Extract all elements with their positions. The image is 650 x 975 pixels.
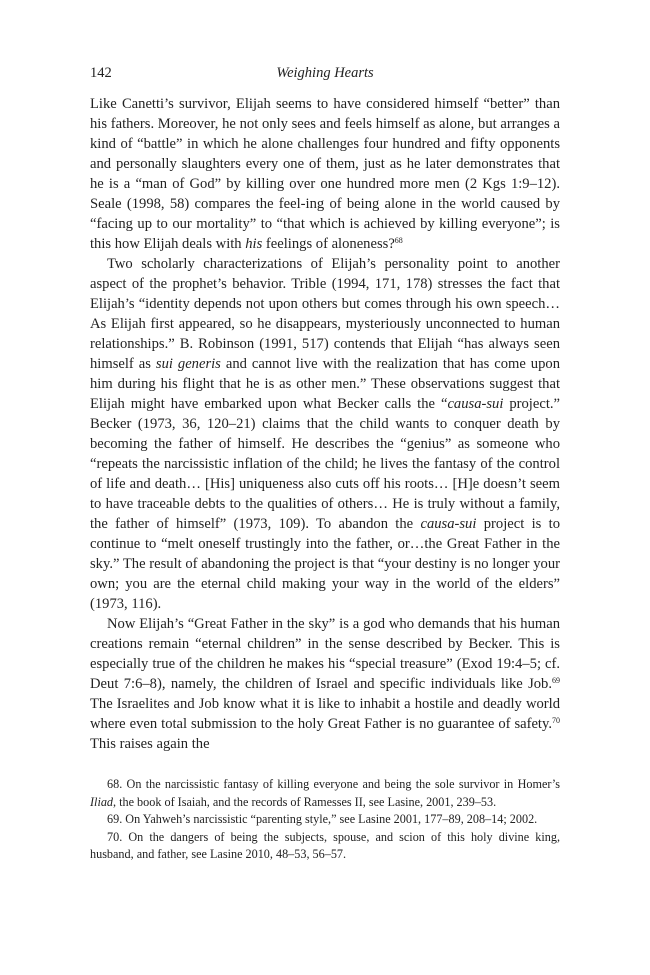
footnote-68-text-1: 68. On the narcissistic fantasy of killing everyone and being the sole survivor in Homer’s <box>107 777 560 791</box>
page-number: 142 <box>90 65 112 81</box>
paragraph-3-text-1: Now Elijah’s “Great Father in the sky” is a god who demands that his human creations remain “eternal children” in the sense described by Becker. This is especially true of the children he makes his “special treasure” (Exod 19:4–5; cf. Deut 7:6–8), namely, the children of Israel and specific individuals like Job. <box>90 616 560 692</box>
note-ref-68: 68 <box>394 236 403 245</box>
paragraph-2-italic-3: causa-sui <box>420 516 477 532</box>
paragraph-2-italic-2: causa-sui <box>447 396 504 412</box>
footnotes <box>90 776 560 864</box>
paragraph-2-italic-1: sui generis <box>155 356 221 372</box>
paragraph-3-text-2: The Israelites and Job know what it is like to inhabit a hostile and deadly world where even total submission to the holy Great Father is no guarantee of safety. <box>90 696 560 732</box>
footnote-70 <box>90 829 560 864</box>
paragraph-2-text-3: project.” Becker (1973, 36, 120–21) claims that the child wants to conquer death by becoming the father of himself. He describes the “genius” as someone who “repeats the narcissistic inflation of the child; he lives the fantasy of the control of life and death… [His] uniqueness also cuts off his roots… [H]e doesn’t seem to have traceable debts to the qualities of others… He is truly without a family, the father of himself” (1973, 109). To abandon the <box>90 396 560 532</box>
footnote-68 <box>90 776 560 811</box>
note-ref-70: 70 <box>552 716 560 725</box>
paragraph-1 <box>90 94 560 254</box>
paragraph-1-text-1: Like Canetti’s survivor, Elijah seems to have considered himself “better” than his fathers. Moreover, he not only sees and feels himself as alone, but arranges a kind of “battle” in which he alone challenges four hundred and fifty opponents and personally slaughters every one of them, just as he later demonstrates that he is a “man of God” by killing over one hundred more men (2 Kgs 1:9–12). Seale (1998, 58) compares the feel-ing of being alone in the world caused by “facing up to our mortality” to “that which is achieved by killing everyone”; is this how Elijah deals with <box>90 96 560 252</box>
footnote-68-text-2: , the book of Isaiah, and the records of Ramesses II, see Lasine, 2001, 239–53. <box>113 794 497 809</box>
paragraph-1-text-2: feelings of aloneness? <box>262 236 395 252</box>
footnote-69 <box>90 811 560 829</box>
paragraph-2-text-4: project is to continue to “melt oneself trustingly into the father, or…the Great Father in the sky.” The result of abandoning the project is that “your destiny is no longer your own; you are the eternal child making your way in the world of the elders” (1973, 116). <box>90 516 560 612</box>
paragraph-1-italic-1: his <box>245 236 263 252</box>
footnote-68-italic-1: Iliad <box>90 794 114 809</box>
paragraph-3-text-3: This raises again the <box>90 736 210 752</box>
footnote-70-text: 70. On the dangers of being the subjects, spouse, and scion of this holy divine king, husband, and father, see Lasine 2010, 48–53, 56–57. <box>90 829 560 861</box>
book-page <box>90 62 560 864</box>
paragraph-2 <box>90 254 560 614</box>
paragraph-3 <box>90 614 560 754</box>
running-head <box>90 62 560 84</box>
paragraph-2-text-2: and cannot live with the realization that has come upon him during his flight that he is as other men.” These observations suggest that Elijah might have embarked upon what Becker calls the “ <box>90 356 560 412</box>
paragraph-2-text-1: Two scholarly characterizations of Elijah’s personality point to another aspect of the prophet’s behavior. Trible (1994, 171, 178) stresses the fact that Elijah’s “identity depends not upon others but comes through his own speech… As Elijah first appeared, so he disappears, mysteriously unconnected to human relationships.” B. Robinson (1991, 517) contends that Elijah “has always seen himself as <box>90 256 560 372</box>
body-text <box>90 94 560 754</box>
footnote-69-text: 69. On Yahweh’s narcissistic “parenting style,” see Lasine 2001, 177–89, 208–14; 2002. <box>107 812 538 826</box>
note-ref-69: 69 <box>552 676 560 685</box>
running-title: Weighing Hearts <box>276 65 374 81</box>
